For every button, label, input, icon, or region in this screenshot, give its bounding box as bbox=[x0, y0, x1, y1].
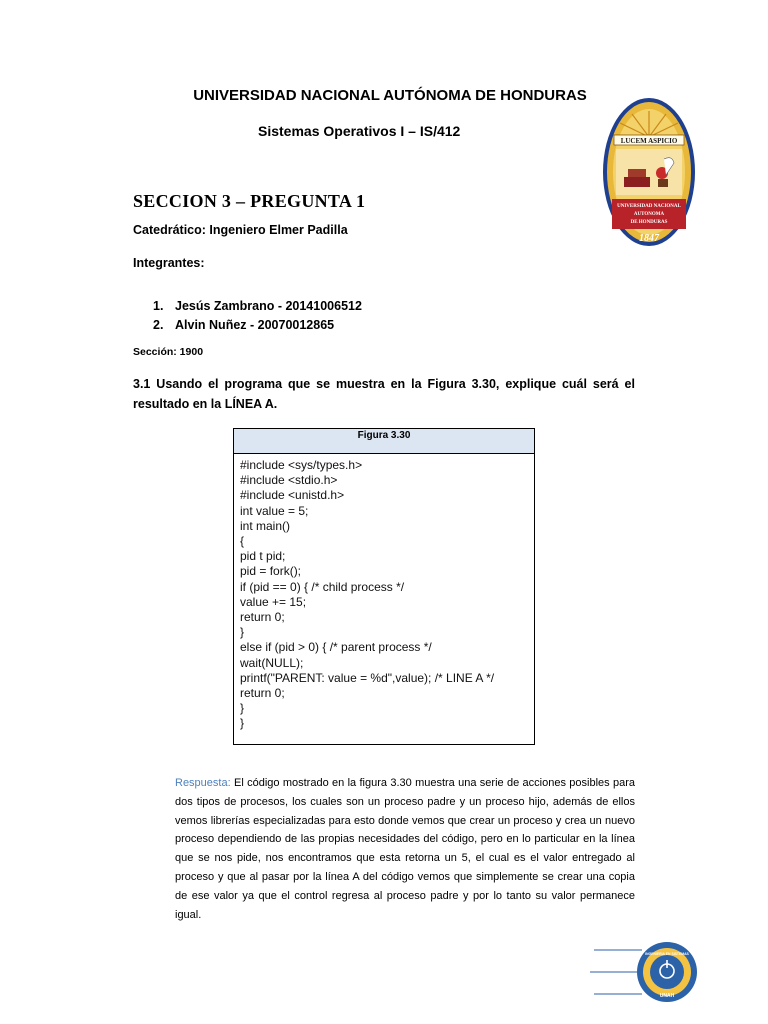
code-line: return 0; bbox=[240, 686, 285, 701]
list-item bbox=[153, 297, 362, 316]
code-line: if (pid == 0) { /* child process */ bbox=[240, 579, 405, 594]
university-title: UNIVERSIDAD NACIONAL AUTÓNOMA DE HONDURAS bbox=[193, 87, 587, 104]
answer-paragraph bbox=[175, 774, 635, 924]
seccion-label: Sección: 1900 bbox=[133, 346, 204, 358]
code-line: value += 15; bbox=[240, 594, 307, 609]
code-line: return 0; bbox=[240, 610, 285, 625]
code-block bbox=[234, 454, 534, 736]
code-line: int main() bbox=[240, 518, 291, 533]
catedratico-line: Catedrático: Ingeniero Elmer Padilla bbox=[133, 223, 348, 237]
code-line: printf("PARENT: value = %d",value); /* LINE A */ bbox=[240, 670, 495, 685]
code-line: #include <sys/types.h> bbox=[240, 458, 363, 472]
question-text: 3.1 Usando el programa que se muestra en la Figura 3.30, explique cuál será el resultado en la LÍNEA A. bbox=[133, 377, 635, 411]
systems-engineering-logo bbox=[590, 942, 700, 1010]
list-number: 1. bbox=[153, 299, 164, 313]
footer-logo-bottom-text: UNAH bbox=[659, 993, 675, 999]
university-seal-logo bbox=[602, 97, 696, 247]
code-line: else if (pid > 0) { /* parent process */ bbox=[240, 640, 432, 655]
list-number: 2. bbox=[153, 318, 164, 332]
footer-logo-top-text: INGENIERIA EN SISTEMAS bbox=[645, 952, 689, 956]
member-name: Alvin Nuñez - 20070012865 bbox=[175, 318, 335, 332]
seal-name-line1: UNIVERSIDAD NACIONAL bbox=[617, 204, 681, 209]
section-heading: SECCION 3 – PREGUNTA 1 bbox=[133, 191, 366, 211]
code-line: pid = fork(); bbox=[240, 564, 302, 579]
code-line: } bbox=[240, 701, 245, 716]
integrantes-label: Integrantes: bbox=[133, 256, 205, 270]
code-line: #include <stdio.h> bbox=[240, 473, 338, 488]
code-line: } bbox=[240, 716, 245, 731]
code-line: pid t pid; bbox=[240, 549, 286, 564]
code-line: #include <unistd.h> bbox=[240, 488, 345, 503]
member-name: Jesús Zambrano - 20141006512 bbox=[175, 299, 362, 313]
seal-name-line2: AUTONOMA bbox=[633, 212, 665, 217]
code-line: wait(NULL); bbox=[240, 655, 304, 670]
seal-year: 1847 bbox=[639, 233, 659, 244]
members-list bbox=[153, 297, 362, 335]
code-line: } bbox=[240, 625, 245, 640]
answer-label: Respuesta: bbox=[175, 777, 231, 789]
figure-caption: Figura 3.30 bbox=[234, 429, 534, 454]
list-item bbox=[153, 316, 362, 335]
seal-name-line3: DE HONDURAS bbox=[630, 220, 668, 225]
code-line: { bbox=[240, 534, 245, 549]
code-line: int value = 5; bbox=[240, 503, 309, 518]
figure-box bbox=[233, 428, 535, 745]
seal-motto: LUCEM ASPICIO bbox=[620, 137, 678, 145]
answer-text: El código mostrado en la figura 3.30 muestra una serie de acciones posibles para dos tipos de procesos, los cuales son un proceso padre y un proceso hijo, además de ellos vemos librerías especializadas para esto donde vemos que crear un proceso y crea un nuevo proceso dependiendo de las propias necesidades del código, pero en lo particular en la línea que se nos pide, nos encontramos que esta retorna un 5, el cual es el valor entregado al proceso y que al pasar por la línea A del código vemos que simplemente se crear una copia de ese valor ya que el control regresa al proceso padre y por lo tanto su valor permanece igual. bbox=[175, 777, 635, 921]
course-title: Sistemas Operativos I – IS/412 bbox=[258, 123, 461, 139]
